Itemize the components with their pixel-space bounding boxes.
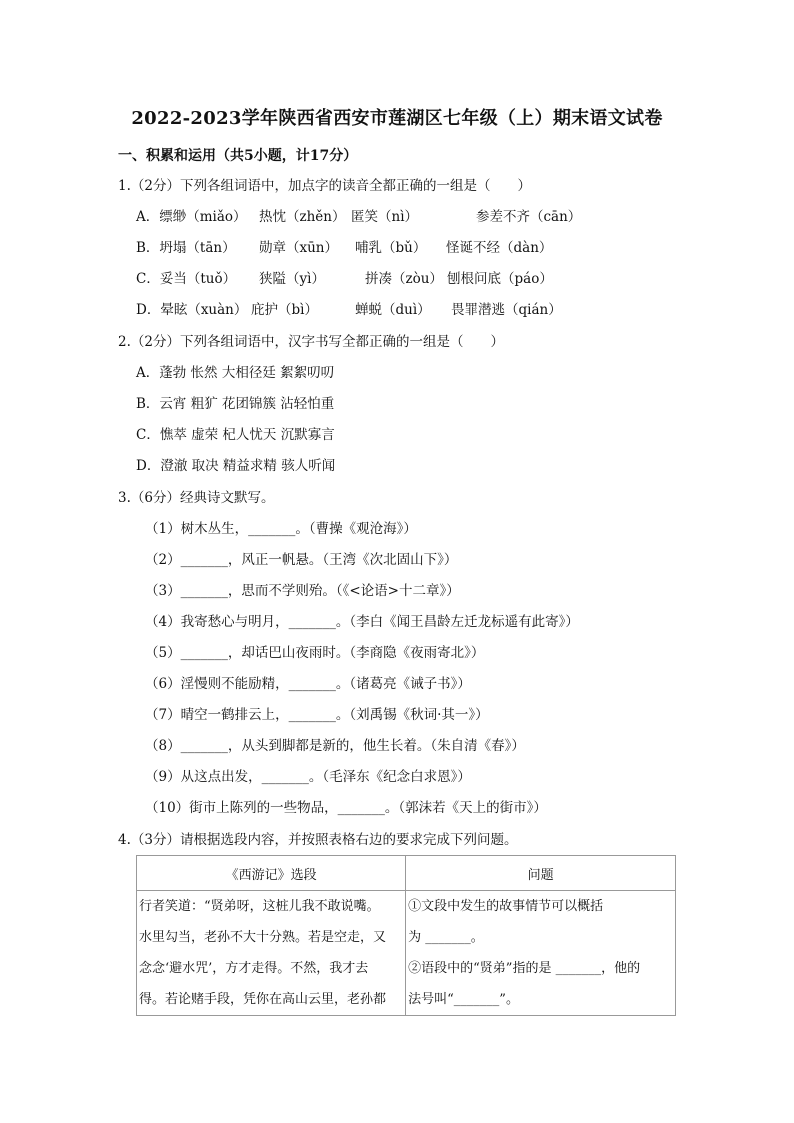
dictation-item: （4）我寄愁心与明月，_______。（李白《闻王昌龄左迁龙标遥有此寄》） <box>145 614 579 630</box>
question-1-stem: 1.（2分）下列各组词语中，加点字的读音全都正确的一组是（ ） <box>118 178 531 194</box>
table-header-row <box>137 856 676 891</box>
question-1-option-c <box>136 270 553 288</box>
option-term: 热忱（zhěn） <box>259 209 346 225</box>
question-3-stem: 3.（6分）经典诗文默写。 <box>118 490 275 506</box>
option-term: 怪诞不经（dàn） <box>446 240 553 256</box>
option-term: A．缥缈（miǎo） <box>136 209 247 225</box>
option-term: 狭隘（yì） <box>259 271 325 287</box>
option-term: B．坍塌（tān） <box>136 240 236 256</box>
reading-table <box>136 855 676 1016</box>
option-term: 蝉蜕（duì） <box>355 302 431 318</box>
option-term: 刨根问底（páo） <box>447 271 553 287</box>
passage-line: 得。若论赌手段，凭你在高山云里，老孙都 <box>139 992 387 1007</box>
question-line: ②语段中的“贤弟”指的是 _______，他的 <box>408 961 641 976</box>
option-term: D．晕眩（xuàn） <box>136 302 248 318</box>
option-term: 庇护（bì） <box>251 302 318 318</box>
option-term: 勋章（xūn） <box>259 240 339 256</box>
question-2-option-b: B．云宵 粗犷 花团锦簇 沾轻怕重 <box>136 396 335 412</box>
question-line: 为 _______。 <box>408 930 484 945</box>
section-heading: 一、积累和运用（共5小题，计17分） <box>118 148 358 164</box>
question-4-stem: 4.（3分）请根据选段内容，并按照表格右边的要求完成下列问题。 <box>118 832 518 848</box>
passage-line: 水里勾当，老孙不大十分熟。若是空走，又 <box>139 930 387 945</box>
question-1-option-b <box>136 239 552 257</box>
option-term: 拼凑（zòu） <box>365 271 443 287</box>
option-term: 匿笑（nì） <box>351 209 419 225</box>
dictation-item: （5）_______，却话巴山夜雨时。（李商隐《夜雨寄北》） <box>145 645 485 661</box>
question-2-option-a: A．蓬勃 怅然 大相径廷 絮絮叨叨 <box>136 365 335 381</box>
question-2-option-d: D．澄澈 取决 精益求精 骇人听闻 <box>136 458 336 474</box>
option-term: C．妥当（tuǒ） <box>136 271 237 287</box>
dictation-item: （6）淫慢则不能励精，_______。（诸葛亮《诫子书》） <box>145 676 471 692</box>
question-2-option-c: C．憔萃 虚荣 杞人忧天 沉默寡言 <box>136 427 335 443</box>
dictation-item: （3）_______，思而不学则殆。（《<论语>十二章》） <box>145 583 460 599</box>
dictation-item: （10）街市上陈列的一些物品，_______。（郭沫若《天上的街市》） <box>145 800 547 816</box>
question-1-option-a <box>136 208 581 226</box>
option-term: 参差不齐（cān） <box>476 209 582 225</box>
dictation-item: （8）_______，从头到脚都是新的，他生长着。（朱自清《春》） <box>145 738 525 754</box>
exam-title: 2022-2023学年陕西省西安市莲湖区七年级（上）期末语文试卷 <box>131 108 663 129</box>
option-term: 哺乳（bǔ） <box>355 240 427 256</box>
dictation-item: （1）树木丛生，_______。（曹操《观沧海》） <box>145 521 417 537</box>
option-term: 畏罪潜逃（qián） <box>451 302 562 318</box>
passage-cell <box>137 891 406 1016</box>
passage-line: 行者笑道：“贤弟呀，这桩儿我不敢说嘴。 <box>139 899 380 914</box>
passage-line: 念念‘避水咒’，方才走得。不然，我才去 <box>139 961 369 976</box>
dictation-item: （2）_______，风正一帆悬。（王湾《次北固山下》） <box>145 552 458 568</box>
question-1-option-d <box>136 301 562 319</box>
dictation-item: （9）从这点出发，_______。（毛泽东《纪念白求恩》） <box>145 769 471 785</box>
question-2-stem: 2.（2分）下列各组词语中，汉字书写全都正确的一组是（ ） <box>118 334 504 350</box>
table-row <box>137 891 676 1016</box>
table-header-passage: 《西游记》选段 <box>137 856 406 891</box>
table-header-questions: 问题 <box>406 856 676 891</box>
question-line: 法号叫“_______”。 <box>408 992 519 1007</box>
dictation-item: （7）晴空一鹤排云上，_______。（刘禹锡《秋词·其一》） <box>145 707 489 723</box>
question-line: ①文段中发生的故事情节可以概括 <box>408 899 604 914</box>
questions-cell <box>406 891 676 1016</box>
